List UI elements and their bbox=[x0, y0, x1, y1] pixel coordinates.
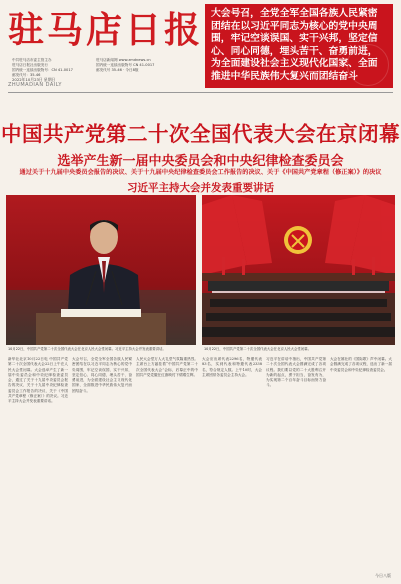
issue-date: 2022年10月23日 星期日 bbox=[12, 77, 56, 82]
photo-caption-left: 10月22日，中国共产党第二十次全国代表大会在北京人民大会堂闭幕。习近平主持大会并发表重要讲话。 bbox=[8, 347, 166, 351]
registration-info: 驻马店新闻网 www.zmdnews.cn 国内统一连续出版物号 CN 41-0017 邮发代号 35-46 · 今日8版 bbox=[96, 58, 155, 72]
emblem-watermark-icon bbox=[347, 44, 389, 86]
masthead bbox=[0, 0, 401, 90]
article-column-6: 大会在雄壮的《国际歌》声中闭幕。大会圆满完成了各项议程，选出了新一届中央委员会和中央纪律检查委员会。 bbox=[330, 357, 392, 372]
masthead-divider bbox=[8, 92, 393, 93]
subheadline: 选举产生新一届中央委员会和中央纪律检查委员会 bbox=[57, 154, 344, 169]
footer bbox=[0, 569, 401, 584]
masthead-bar bbox=[8, 82, 200, 90]
hall-photo-svg bbox=[202, 195, 395, 345]
article-column-4: 大会应出席代表2296名，特邀代表83名，实到代表和特邀代表2338名，符合规定人数。上午10时，大会主席团常务委员会主持大会。 bbox=[202, 357, 262, 377]
lead-quote-text: 大会号召，全党全军全国各族人民紧密团结在以习近平同志为核心的党中央周围，牢记空谈误国、实干兴邦，坚定信心、同心同德，埋头苦干、奋勇前进，为全面建设社会主义现代化国家、全面推进中华民族伟大复兴而团结奋斗 bbox=[211, 8, 378, 82]
resolutions-line: 通过关于十九届中央委员会报告的决议、关于十九届中央纪律检查委员会工作报告的决议、关于《中国共产党章程（修正案）》的决议 bbox=[19, 169, 382, 176]
article-column-1: 新华社北京10月22日电 中国共产党第二十次全国代表大会22日上午在人民大会堂闭幕。大会选举产生了新一届中央委员会和中央纪律检查委员会，通过了关于十九届中央委员会报告的决议、关于十九届中央纪律检查委员会工作报告的决议、关于《中国共产党章程（修正案）》的决议。习近平主持大会并发表重要讲话。 bbox=[8, 357, 68, 404]
publisher-info: 中共驻马店市委主管主办 驻马店日报社出版发行 国内统一连续出版物号：CN 41-0017 邮发代号：35-46 bbox=[12, 58, 73, 77]
article-column-5: 习近平在讲话中指出，中国共产党第二十次全国代表大会圆满完成了各项议程。我们要以党的二十大胜利召开为新的起点，勇于担当，奋发有为，为实现第二个百年奋斗目标而努力奋斗。 bbox=[266, 357, 326, 388]
photo-caption-right: 10月22日，中国共产党第二十次全国代表大会在北京人民大会堂闭幕。 bbox=[204, 347, 311, 351]
newspaper-logo: 驻马店日报 bbox=[8, 9, 204, 51]
lead-quote-box bbox=[205, 4, 393, 88]
photo-hall bbox=[202, 195, 395, 345]
article-column-2: 大会号召，全党全军全国各族人民紧密团结在以习近平同志为核心的党中央周围，牢记空谈误国、实干兴邦，坚定信心、同心同德，埋头苦干、奋勇前进，为全面建设社会主义现代化国家、全面推进中华民族伟大复兴而团结奋斗。 bbox=[72, 357, 132, 393]
page-label: 今日八版 bbox=[375, 573, 391, 578]
speaker-photo-svg bbox=[6, 195, 196, 345]
photo-speaker bbox=[6, 195, 196, 345]
headline: 中国共产党第二十次全国代表大会在京闭幕 bbox=[1, 122, 400, 146]
article-column-3: 人民大会堂万人大礼堂气氛隆重热烈。主席台上方悬挂着“中国共产党第二十次全国代表大会”会标，后幕正中的中国共产党党徽在红旗映衬下熠熠生辉。 bbox=[136, 357, 198, 377]
pinyin-title: ZHUMADIAN DAILY bbox=[8, 82, 62, 88]
subheadline-2: 习近平主持大会并发表重要讲话 bbox=[127, 182, 274, 194]
